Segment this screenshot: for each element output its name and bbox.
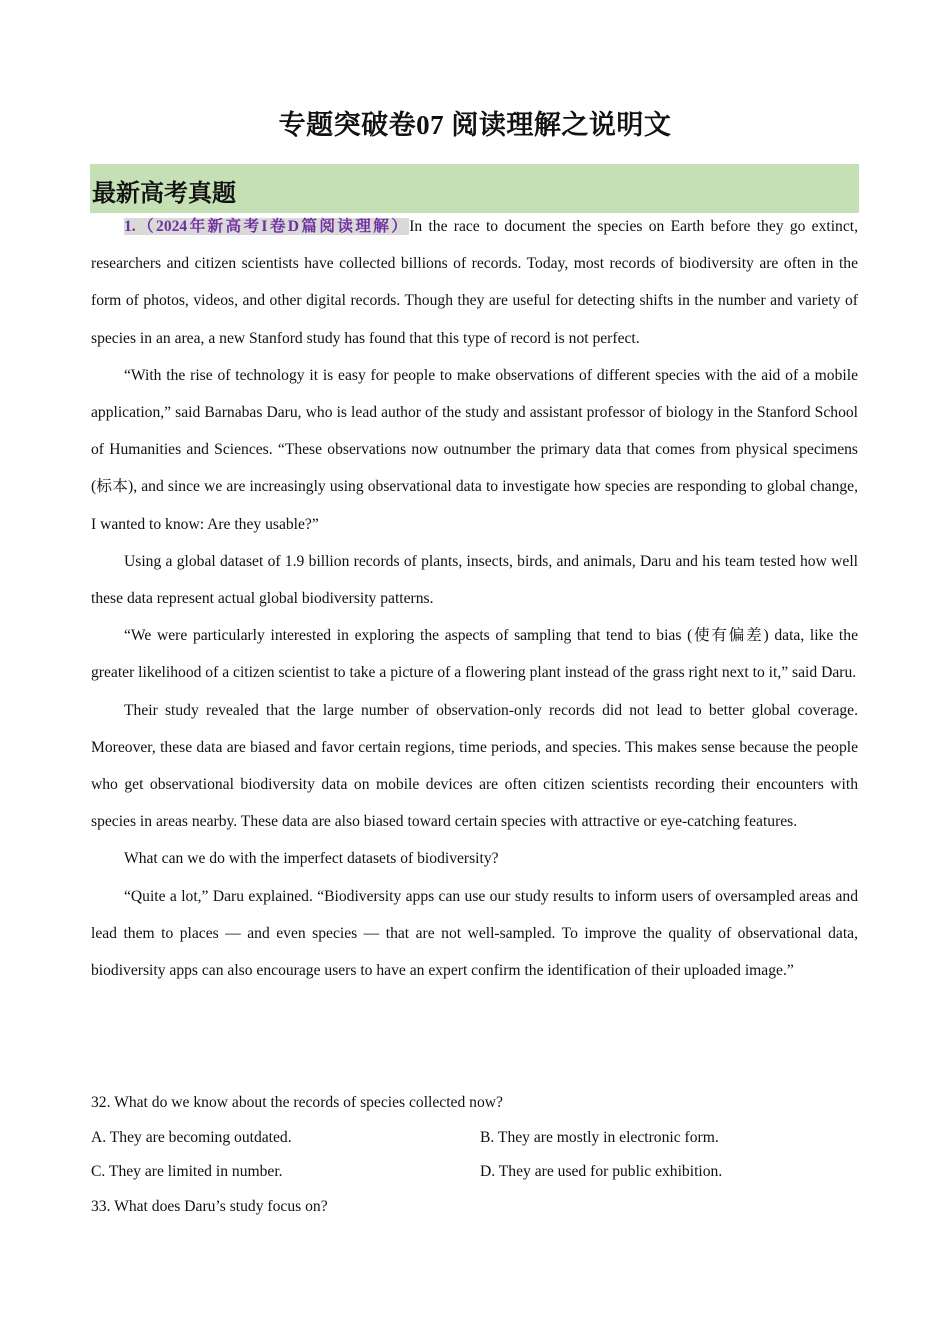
question-32-option-c: C. They are limited in number. [91,1163,283,1180]
passage-paragraph: “We were particularly interested in exploring the aspects of sampling that tend to bias (使有偏差) data, like the greater likelihood of a citizen scientist to take a picture of a flowering plant instead of the grass right next to it,” said Daru. [91,627,858,682]
source-tag: 1.（2024年新高考I卷D篇阅读理解） [124,218,410,235]
question-32-option-d: D. They are used for public exhibition. [480,1163,723,1180]
passage-paragraph: Their study revealed that the large number of observation-only records did not lead to better global coverage. Moreover, these data are biased and favor certain regions, time periods, and species. This makes sense because the people who get observational biodiversity data on mobile devices are often citizen scientists recording their encounters with species in areas nearby. These data are also biased toward certain species with attractive or eye-catching features. [91,701,858,831]
passage-paragraph: “With the rise of technology it is easy for people to make observations of different species with the aid of a mobile application,” said Barnabas Daru, who is lead author of the study and assistant professor of biology in the Stanford School of Humanities and Sciences. “These observations now outnumber the primary data that comes from physical specimens (标本), and since we are increasingly using observational data to investigate how species are responding to global change, I wanted to know: Are they usable?” [91,366,858,533]
passage-paragraph: What can we do with the imperfect datasets of biodiversity? [124,850,499,868]
question-32-stem: 32. What do we know about the records of species collected now? [91,1094,503,1111]
question-32-option-a: A. They are becoming outdated. [91,1129,292,1146]
question-33-stem: 33. What does Daru’s study focus on? [91,1198,328,1215]
reading-passage [91,208,858,989]
passage-paragraph [91,208,858,357]
page-title: 专题突破卷07 阅读理解之说明文 [278,110,672,140]
paragraph-text: In the race to document the species on Earth before they go extinct, researchers and citizen scientists have collected billions of records. Today, most records of biodiversity are often in the form of photos, videos, and other digital records. Though they are useful for detecting shifts in the number and variety of species in an area, a new Stanford study has found that this type of record is not perfect. [91,218,859,347]
passage-paragraph: “Quite a lot,” Daru explained. “Biodiversity apps can use our study results to inform users of oversampled areas and lead them to places — and even species — that are not well-sampled. To improve the quality of observational data, biodiversity apps can also encourage users to have an expert confirm the identification of their uploaded image.” [91,887,858,980]
section-heading: 最新高考真题 [92,179,236,207]
question-32-option-b: B. They are mostly in electronic form. [480,1129,719,1146]
passage-paragraph: Using a global dataset of 1.9 billion records of plants, insects, birds, and animals, Daru and his team tested how well these data represent actual global biodiversity patterns. [91,552,858,608]
section-heading-bar [90,164,859,213]
